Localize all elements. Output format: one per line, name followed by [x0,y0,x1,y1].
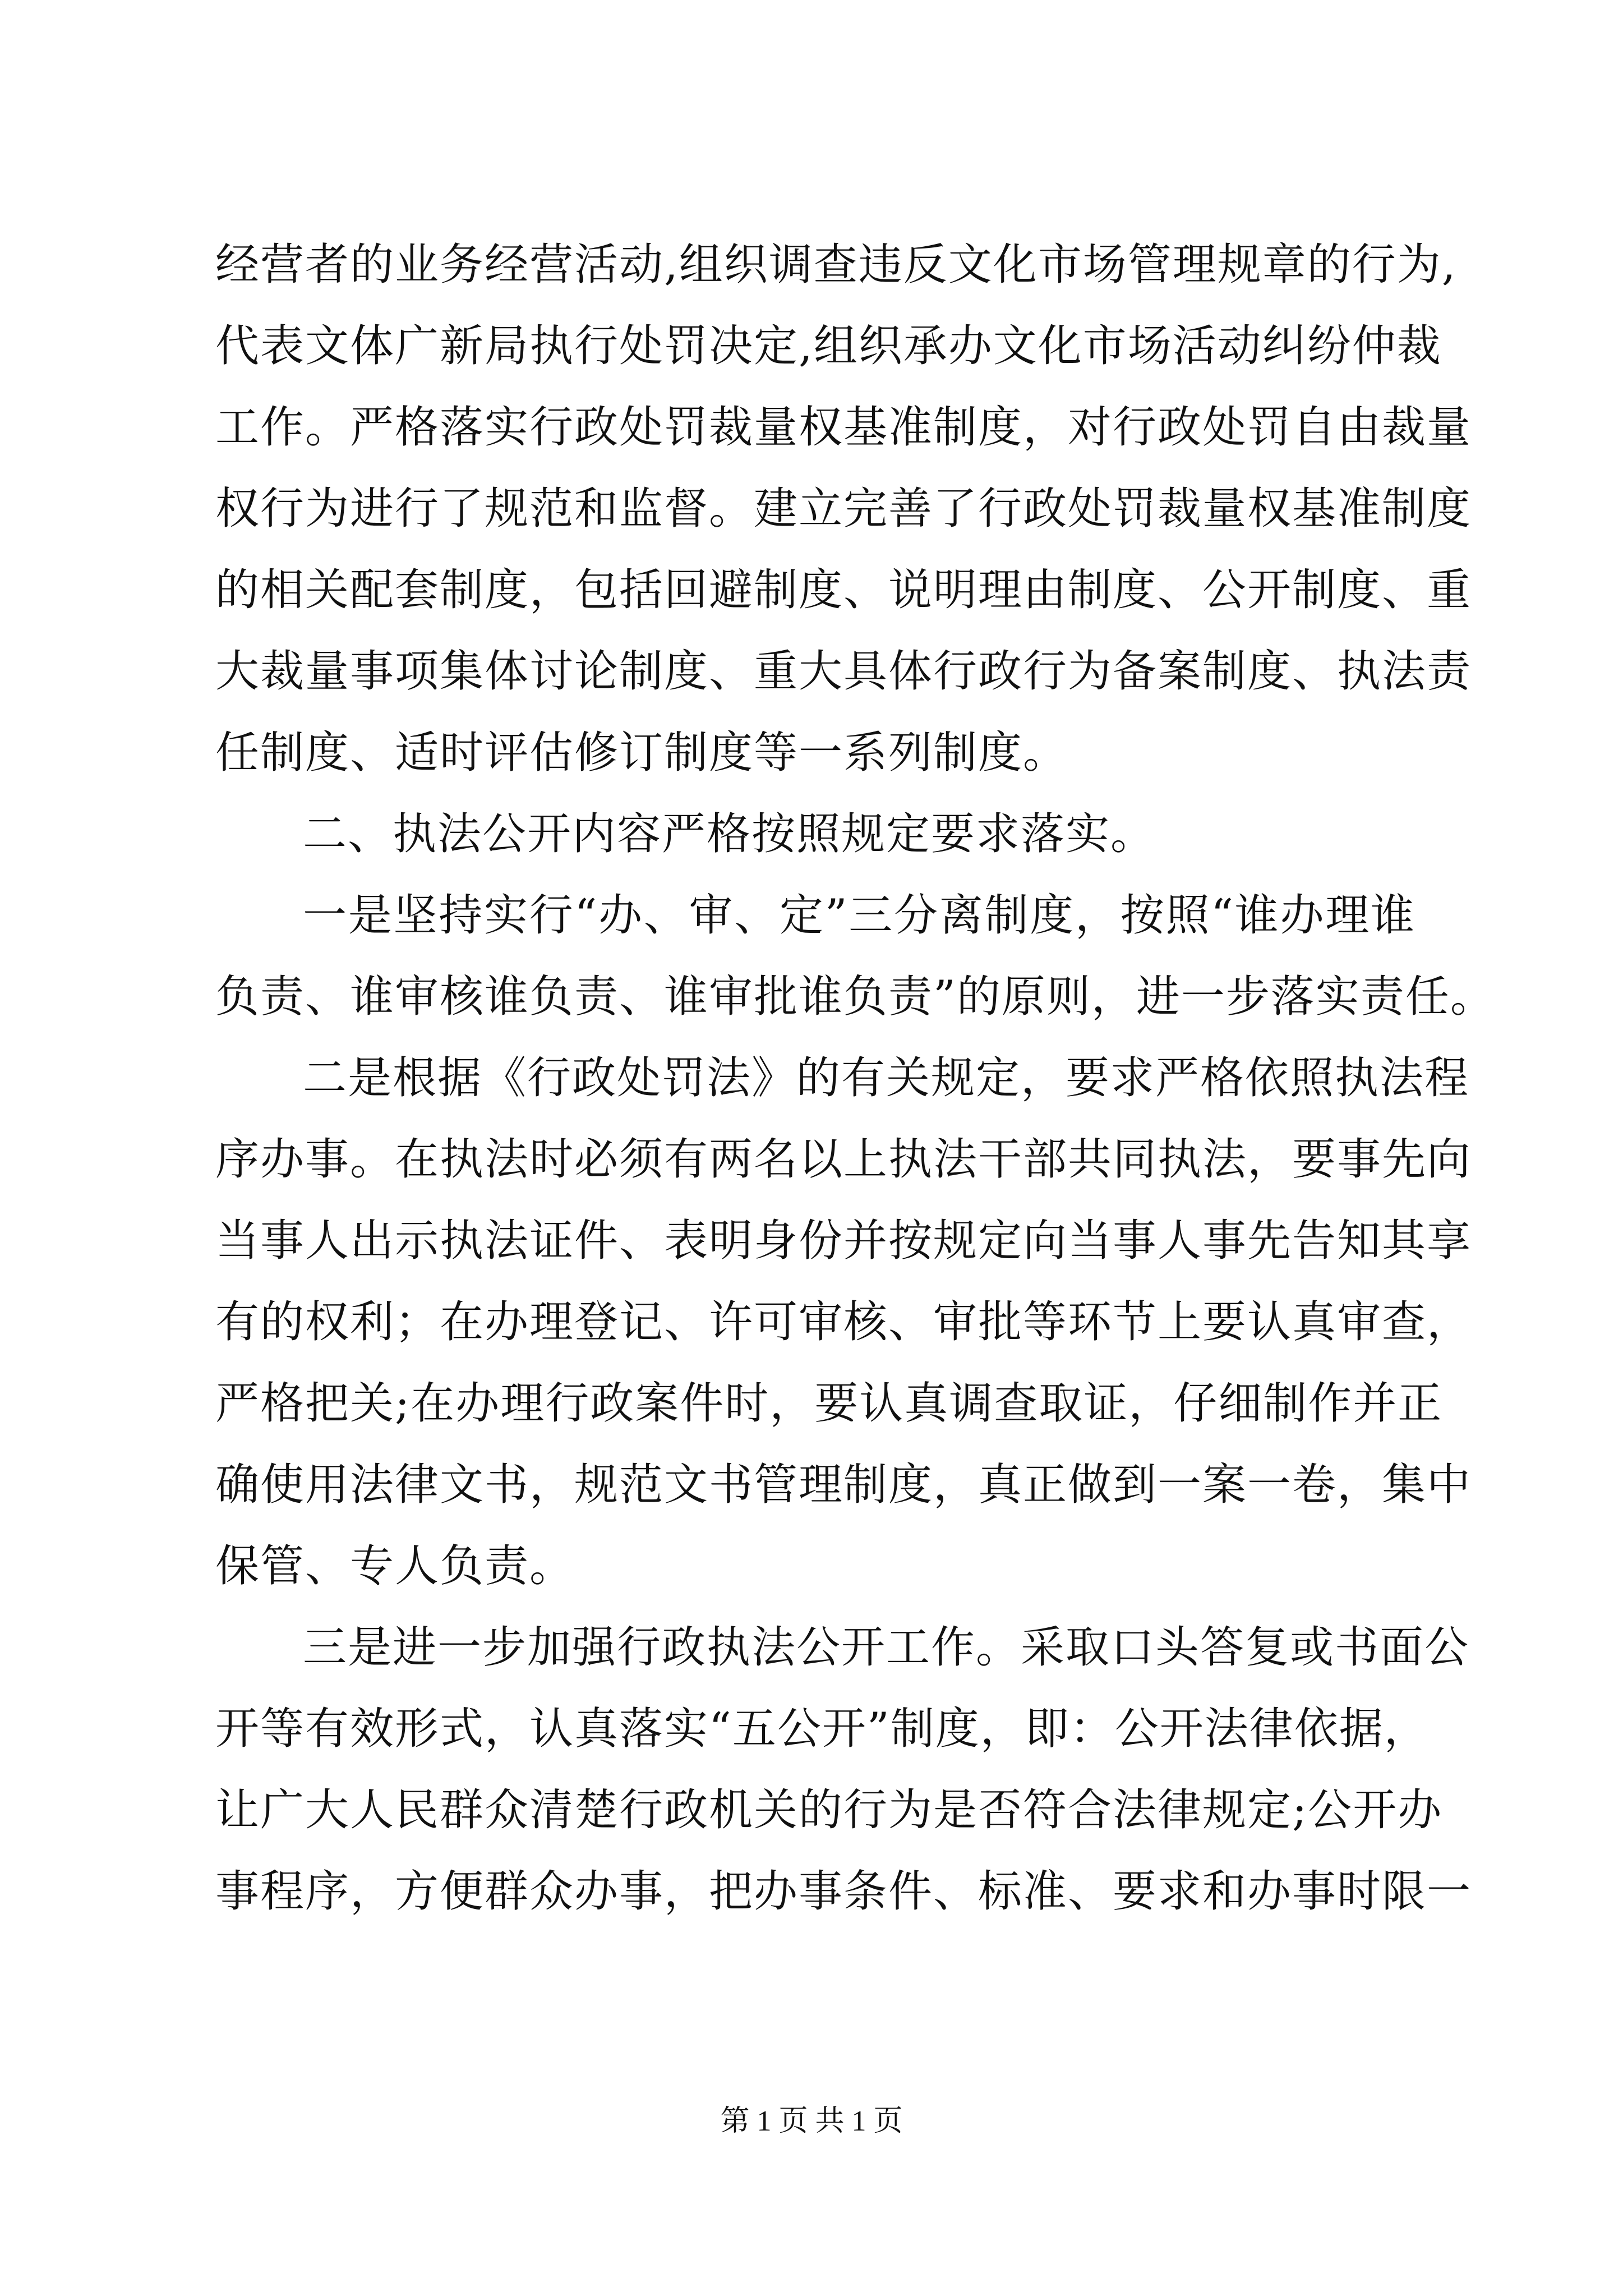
text-line: 二是根据《行政处罚法》的有关规定，要求严格依照执法程 [303,1053,1470,1103]
text-line: 当事人出示执法证件、表明身份并按规定向当事人事先告知其享 [215,1216,1472,1266]
text-line: 事程序，方便群众办事，把办事条件、标准、要求和办事时限一 [215,1866,1472,1917]
page-number-footer: 第 1 页 共 1 页 [720,2105,903,2137]
text-line: 三是进一步加强行政执法公开工作。采取口头答复或书面公 [303,1622,1470,1673]
paragraph [215,1607,1472,1932]
text-line: 确使用法律文书，规范文书管理制度，真正做到一案一卷，集中 [215,1460,1472,1510]
section-heading [215,794,1415,875]
text-line: 一是坚持实行“办、审、定”三分离制度，按照“谁办理谁 [303,890,1415,941]
paragraph [215,224,1472,794]
text-line: 负责、谁审核谁负责、谁审批谁负责”的原则，进一步落实责任。 [215,972,1495,1022]
text-line: 经营者的业务经营活动,组织调查违反文化市场管理规章的行为, [215,240,1457,290]
text-line: 序办事。在执法时必须有两名以上执法干部共同执法，要事先向 [215,1134,1472,1185]
text-line: 让广大人民群众清楚行政机关的行为是否符合法律规定;公开办 [215,1785,1443,1835]
text-line: 开等有效形式，认真落实“五公开”制度，即：公开法律依据， [215,1704,1429,1754]
text-line: 二、执法公开内容严格按照规定要求落实。 [303,809,1156,859]
text-line: 严格把关;在办理行政案件时，要认真调查取证，仔细制作并正 [215,1378,1443,1429]
text-line: 大裁量事项集体讨论制度、重大具体行政行为备案制度、执法责 [215,646,1472,697]
text-line: 权行为进行了规范和监督。建立完善了行政处罚裁量权基准制度 [215,484,1472,534]
text-line: 的相关配套制度，包括回避制度、说明理由制度、公开制度、重 [215,565,1472,615]
text-line: 任制度、适时评估修订制度等一系列制度。 [215,728,1068,778]
paragraph [215,1038,1472,1607]
text-line: 保管、专人负责。 [215,1541,575,1591]
paragraph [215,875,1495,1038]
text-line: 工作。严格落实行政处罚裁量权基准制度，对行政处罚自由裁量 [215,402,1472,453]
text-line: 代表文体广新局执行处罚决定,组织承办文化市场活动纠纷仲裁 [215,321,1442,371]
text-line: 有的权利；在办理登记、许可审核、审批等环节上要认真审查， [215,1297,1472,1347]
document-body [215,224,1495,1932]
